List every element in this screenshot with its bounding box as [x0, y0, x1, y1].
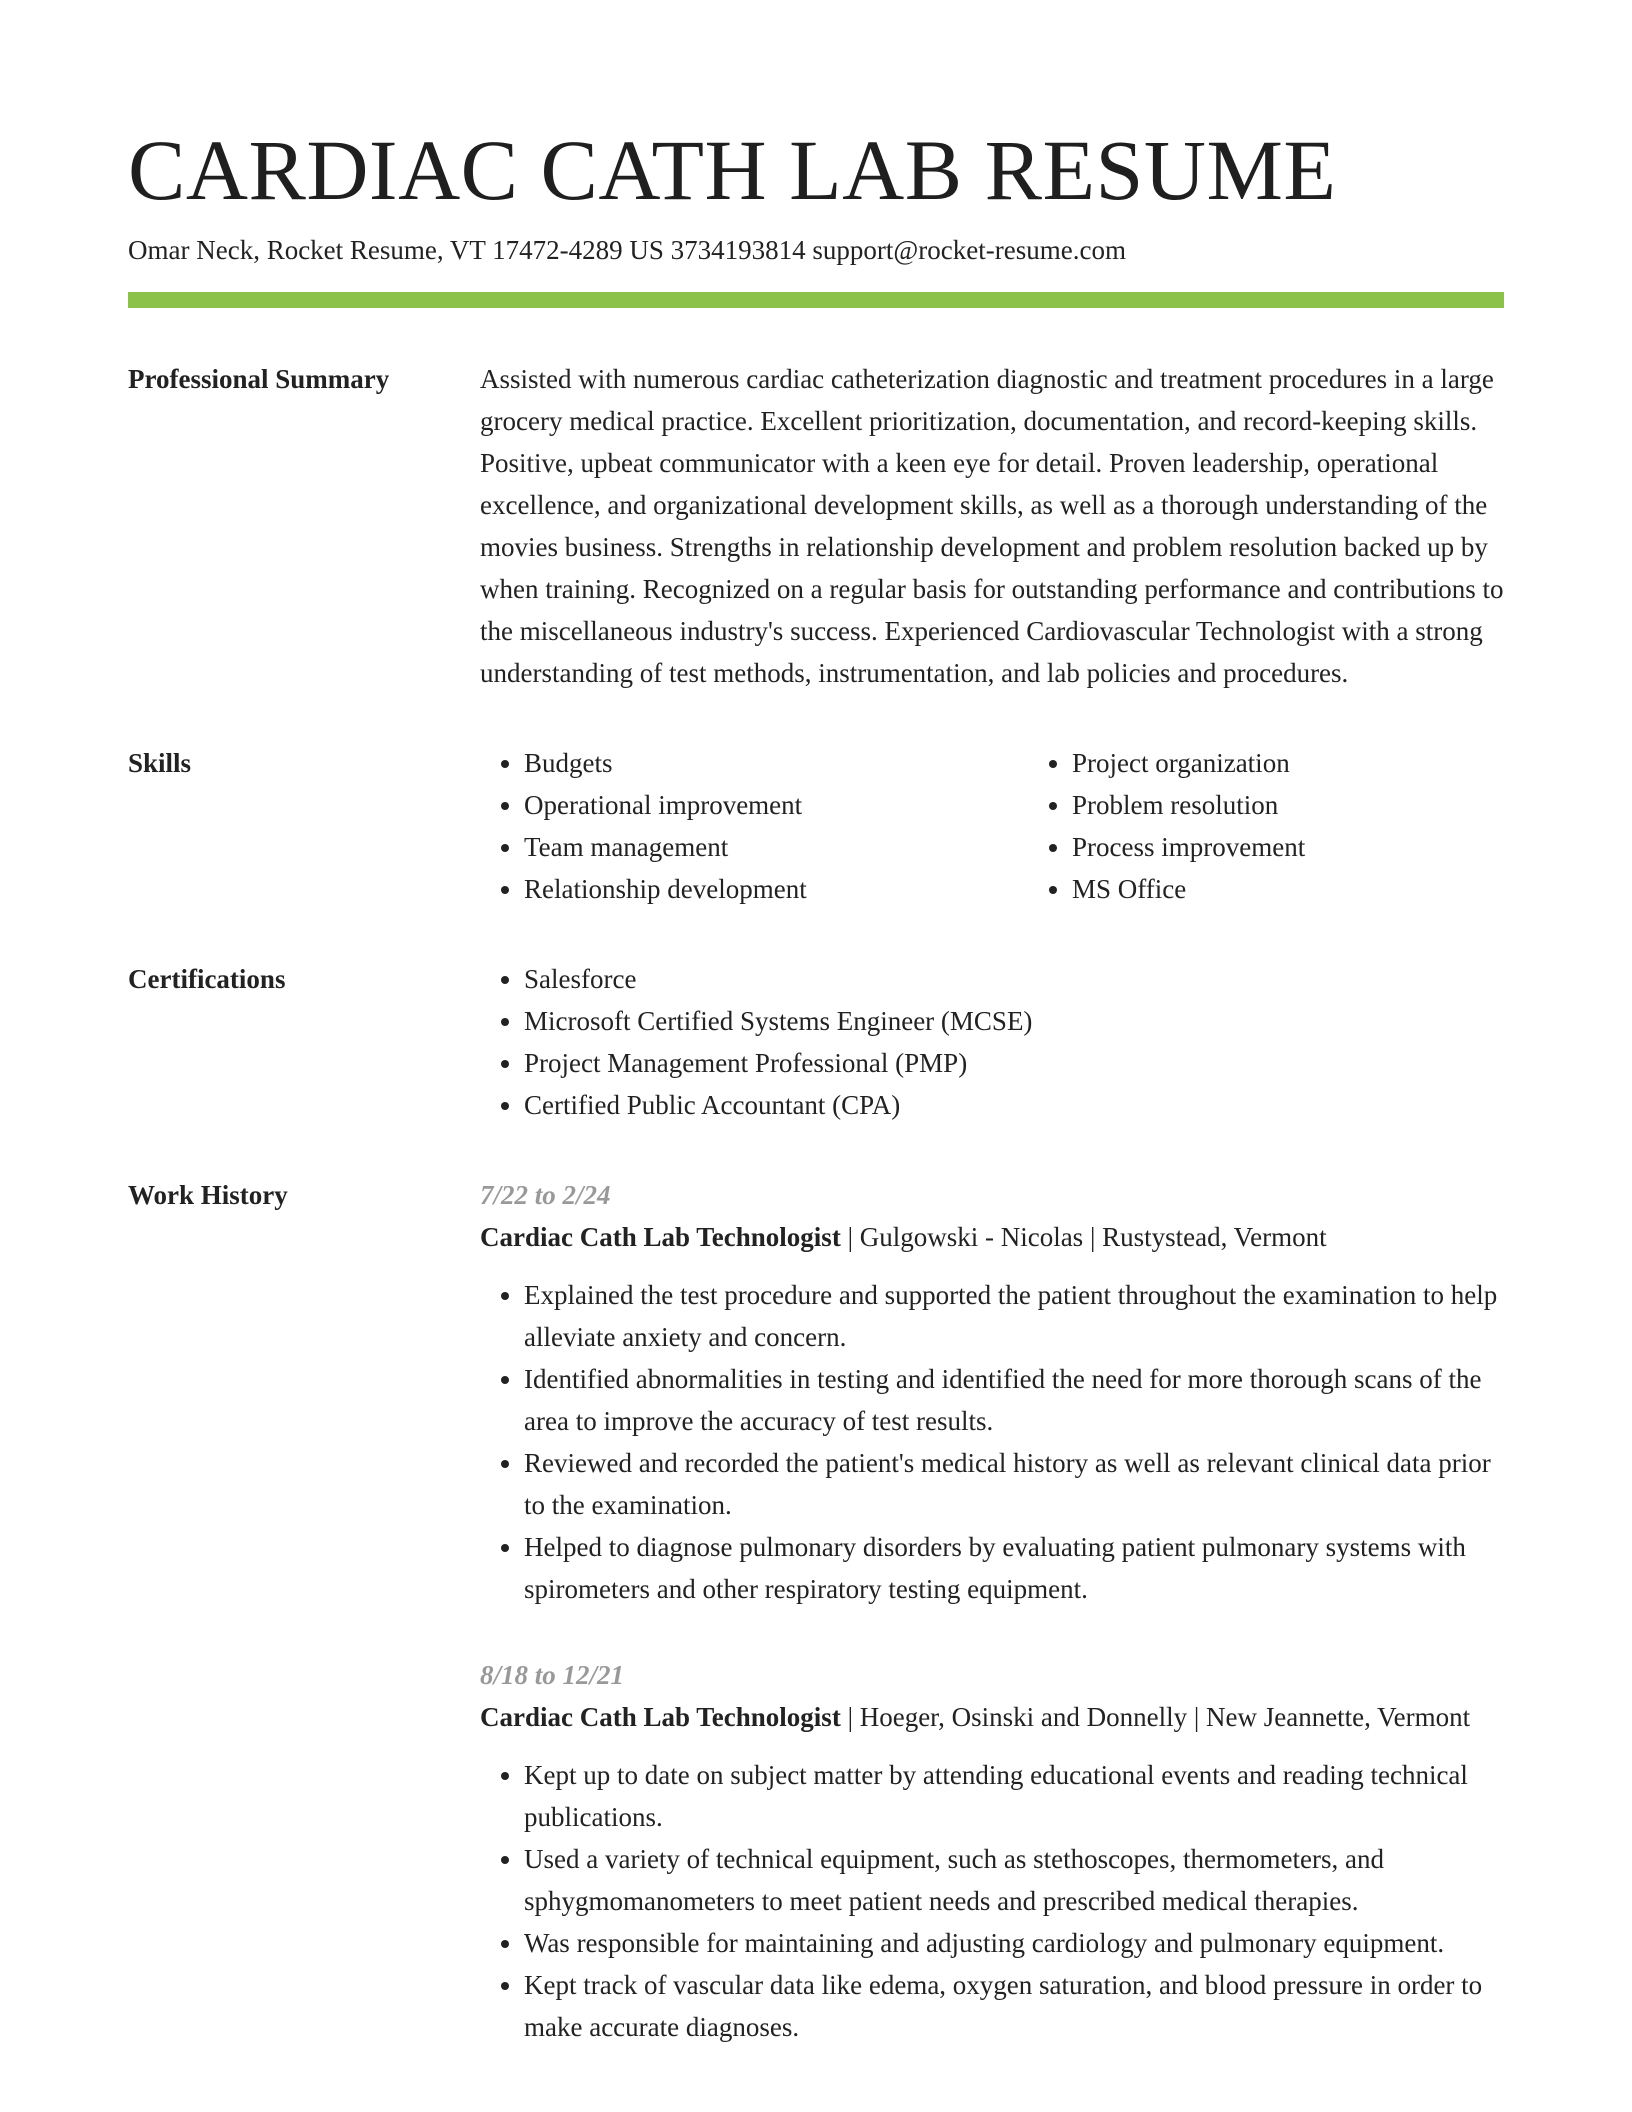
job-heading [480, 1216, 1504, 1258]
certifications-list [480, 958, 1504, 1126]
resume-title: CARDIAC CATH LAB RESUME [128, 122, 1337, 218]
skill-item: • MS Office [1072, 868, 1504, 910]
skills-list-left [480, 742, 1028, 910]
job-duty-item: • Reviewed and recorded the patient's medical history as well as relevant clinical data prior to the examination. [524, 1442, 1504, 1526]
skill-item: • Process improvement [1072, 826, 1504, 868]
job-duty-item: • Kept up to date on subject matter by attending educational events and reading technical publications. [524, 1754, 1504, 1838]
certification-item: • Project Management Professional (PMP) [524, 1042, 1504, 1084]
work-history-heading: Work History [128, 1180, 288, 1210]
skill-item: • Relationship development [524, 868, 1028, 910]
certification-item: • Salesforce [524, 958, 1504, 1000]
job-dates: 8/18 to 12/21 [480, 1660, 625, 1690]
job-duty-item: • Explained the test procedure and supported the patient throughout the examination to help alleviate anxiety and concern. [524, 1274, 1504, 1358]
job-entry [480, 1174, 1504, 1610]
job-duties-list [480, 1274, 1504, 1610]
summary-text: Assisted with numerous cardiac catheterization diagnostic and treatment procedures in a large grocery medical practice. Excellent prioritization, documentation, and record-keeping skills. Positive, upbeat communicator with a keen eye for detail. Proven leadership, operational excellence, and organizational development skills, as well as a thorough understanding of the movies business. Strengths in relationship development and problem resolution backed up by when training. Recognized on a regular basis for outstanding performance and contributions to the miscellaneous industry's success. Experienced Cardiovascular Technologist with a strong understanding of test methods, instrumentation, and lab policies and procedures. [480, 364, 1504, 688]
summary-heading: Professional Summary [128, 364, 390, 394]
skill-item: • Operational improvement [524, 784, 1028, 826]
job-entry [480, 1654, 1504, 2048]
skills-heading: Skills [128, 748, 192, 778]
certification-item: • Microsoft Certified Systems Engineer (MCSE) [524, 1000, 1504, 1042]
skill-item: • Project organization [1072, 742, 1504, 784]
job-heading [480, 1696, 1504, 1738]
job-duties-list [480, 1754, 1504, 2048]
job-employer-location: | Gulgowski - Nicolas | Rustystead, Vermont [840, 1222, 1327, 1252]
certifications-section [128, 958, 1504, 1126]
skill-item: • Budgets [524, 742, 1028, 784]
certification-item: • Certified Public Accountant (CPA) [524, 1084, 1504, 1126]
job-duty-item: • Helped to diagnose pulmonary disorders by evaluating patient pulmonary systems with spirometers and other respiratory testing equipment. [524, 1526, 1504, 1610]
job-employer-location: | Hoeger, Osinski and Donnelly | New Jeannette, Vermont [840, 1702, 1471, 1732]
skills-list-right [1028, 742, 1504, 910]
skill-item: • Problem resolution [1072, 784, 1504, 826]
job-title: Cardiac Cath Lab Technologist [480, 1702, 841, 1732]
job-title: Cardiac Cath Lab Technologist [480, 1222, 841, 1252]
skills-section [128, 742, 1504, 910]
job-dates: 7/22 to 2/24 [480, 1180, 611, 1210]
resume-page [128, 120, 1504, 2092]
certifications-heading: Certifications [128, 964, 286, 994]
skill-item: • Team management [524, 826, 1028, 868]
job-duty-item: • Used a variety of technical equipment, such as stethoscopes, thermometers, and sphygmomanometers to meet patient needs and prescribed medical therapies. [524, 1838, 1504, 1922]
header-divider [128, 292, 1504, 308]
job-duty-item: • Was responsible for maintaining and adjusting cardiology and pulmonary equipment. [524, 1922, 1504, 1964]
summary-section [128, 358, 1504, 694]
job-duty-item: • Identified abnormalities in testing and identified the need for more thorough scans of the area to improve the accuracy of test results. [524, 1358, 1504, 1442]
contact-line: Omar Neck, Rocket Resume, VT 17472-4289 US 3734193814 support@rocket-resume.com [128, 235, 1126, 265]
job-duty-item: • Kept track of vascular data like edema, oxygen saturation, and blood pressure in order to make accurate diagnoses. [524, 1964, 1504, 2048]
work-history-section [128, 1174, 1504, 2092]
